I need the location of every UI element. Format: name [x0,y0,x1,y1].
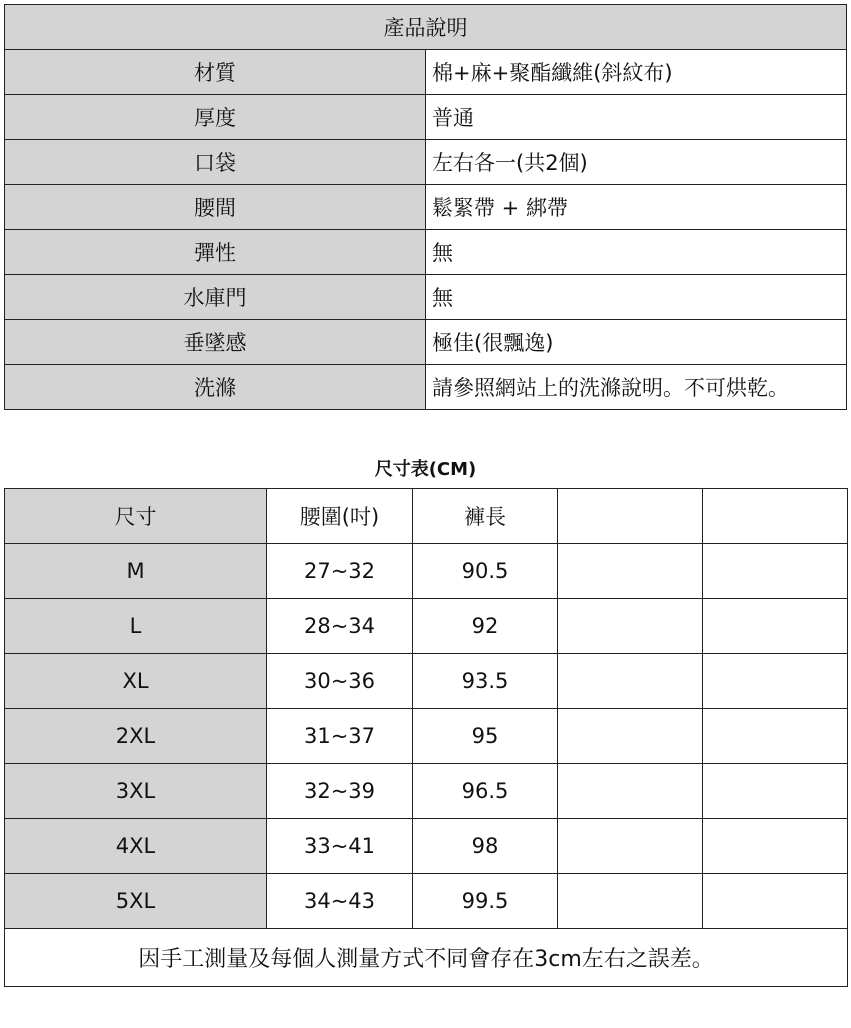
measurement-note: 因手工測量及每個人測量方式不同會存在3cm左右之誤差。 [5,929,848,987]
description-row [5,320,847,365]
size-cell: 92 [413,599,558,654]
size-cell: 93.5 [413,654,558,709]
size-cell [558,874,703,929]
description-label: 口袋 [5,140,426,185]
size-cell: 5XL [5,874,267,929]
description-value: 無 [426,230,847,275]
description-value: 極佳(很飄逸) [426,320,847,365]
size-cell [558,544,703,599]
size-row [5,874,848,929]
size-cell [558,709,703,764]
size-cell: L [5,599,267,654]
size-row [5,544,848,599]
description-row [5,185,847,230]
size-row [5,819,848,874]
description-label: 垂墜感 [5,320,426,365]
description-label: 彈性 [5,230,426,275]
product-description-table [4,4,847,410]
size-cell [703,874,848,929]
size-cell: 34~43 [267,874,413,929]
size-cell [703,764,848,819]
size-cell: 96.5 [413,764,558,819]
size-row [5,709,848,764]
description-label: 水庫門 [5,275,426,320]
size-cell: 32~39 [267,764,413,819]
size-cell: 27~32 [267,544,413,599]
size-cell [558,764,703,819]
size-header-cell: 褲長 [413,489,558,544]
description-row [5,230,847,275]
size-header-cell [558,489,703,544]
size-cell: 28~34 [267,599,413,654]
size-cell [703,709,848,764]
size-header-cell: 尺寸 [5,489,267,544]
size-cell [558,599,703,654]
description-label: 洗滌 [5,365,426,410]
size-cell: 99.5 [413,874,558,929]
size-row [5,654,848,709]
size-row [5,599,848,654]
size-chart-table [4,488,848,987]
size-cell: 33~41 [267,819,413,874]
description-title: 產品說明 [5,5,847,50]
description-value: 無 [426,275,847,320]
size-cell [703,654,848,709]
description-value: 左右各一(共2個) [426,140,847,185]
size-cell: M [5,544,267,599]
size-cell: 4XL [5,819,267,874]
description-value: 請參照網站上的洗滌說明。不可烘乾。 [426,365,847,410]
size-cell [703,544,848,599]
description-row [5,50,847,95]
size-cell [558,819,703,874]
size-note-row [5,929,848,987]
size-cell: 2XL [5,709,267,764]
size-chart-title: 尺寸表(CM) [374,459,477,480]
size-cell: 95 [413,709,558,764]
description-header-row [5,5,847,50]
size-cell: 31~37 [267,709,413,764]
size-cell [558,654,703,709]
description-row [5,140,847,185]
size-row [5,764,848,819]
description-value: 普通 [426,95,847,140]
size-cell: 3XL [5,764,267,819]
size-header-cell: 腰圍(吋) [267,489,413,544]
description-value: 鬆緊帶 + 綁帶 [426,185,847,230]
description-label: 厚度 [5,95,426,140]
description-row [5,365,847,410]
size-cell: 90.5 [413,544,558,599]
size-cell: 30~36 [267,654,413,709]
size-cell: XL [5,654,267,709]
size-header-row [5,489,848,544]
size-cell [703,599,848,654]
description-label: 腰間 [5,185,426,230]
size-header-cell [703,489,848,544]
size-cell [703,819,848,874]
description-row [5,95,847,140]
description-row [5,275,847,320]
description-value: 棉+麻+聚酯纖維(斜紋布) [426,50,847,95]
description-label: 材質 [5,50,426,95]
size-cell: 98 [413,819,558,874]
